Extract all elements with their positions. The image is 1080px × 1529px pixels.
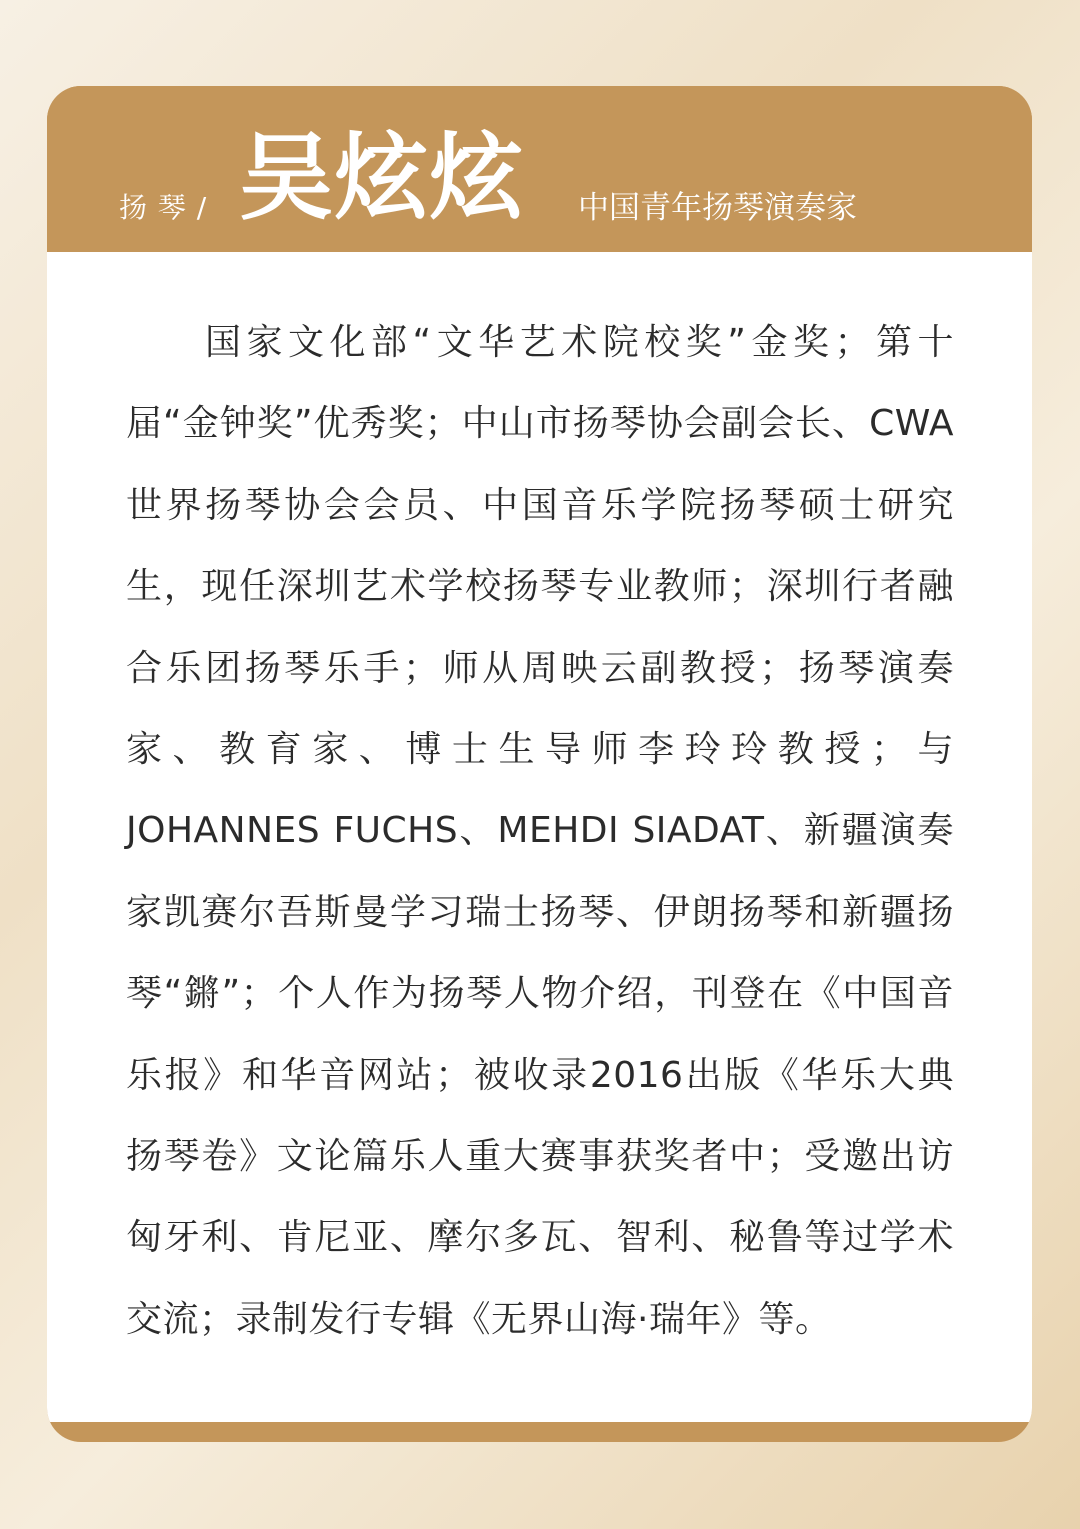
performer-name: 吴炫炫: [239, 123, 525, 233]
card-header: [47, 86, 1032, 252]
biography-text: 国家文化部“文华艺术院校奖”金奖；第十届“金钟奖”优秀奖；中山市扬琴协会副会长、CWA世界扬琴协会会员、中国音乐学院扬琴硕士研究生，现任深圳艺术学校扬琴专业教师；深圳行者融合乐团扬琴乐手；师从周映云副教授；扬琴演奏家、教育家、博士生导师李玲玲教授；与JOHANNES FUCHS、MEHDI SIADAT、新疆演奏家凯赛尔吾斯曼学习瑞士扬琴、伊朗扬琴和新疆扬琴“鏘”；个人作为扬琴人物介绍，刊登在《中国音乐报》和华音网站；被收录2016出版《华乐大典 扬琴卷》文论篇乐人重大赛事获奖者中；受邀出访匈牙利、肯尼亚、摩尔多瓦、智利、秘鲁等过学术交流；录制发行专辑《无界山海·瑞年》等。: [126, 322, 954, 1340]
performer-title: 中国青年扬琴演奏家: [578, 190, 857, 226]
profile-card: [47, 86, 1032, 1442]
instrument-category: 扬 琴 /: [119, 191, 208, 224]
card-body: [47, 252, 1032, 1422]
